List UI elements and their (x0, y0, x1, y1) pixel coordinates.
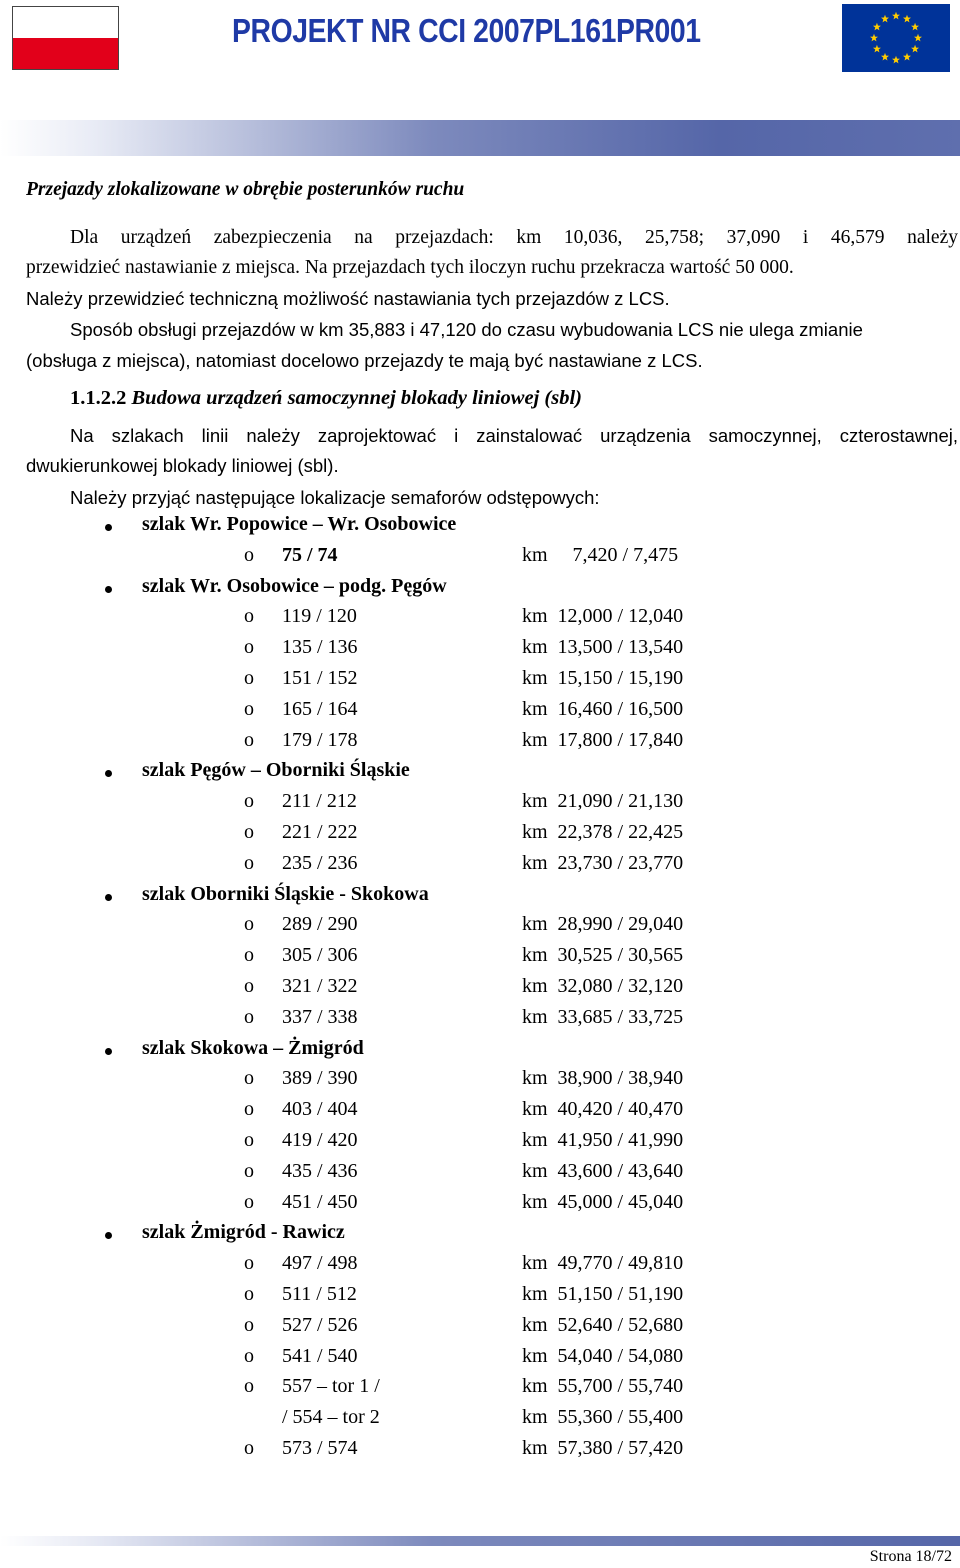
route-section-name: szlak Wr. Popowice – Wr. Osobowice (142, 513, 457, 535)
row-bullet: o (244, 1437, 254, 1459)
section-heading: Przejazdy zlokalizowane w obrębie posterunków ruchu (26, 179, 465, 200)
signal-km: km 51,150 / 51,190 (522, 1283, 684, 1305)
signal-row (244, 790, 764, 820)
signal-km: km 41,950 / 41,990 (522, 1129, 684, 1151)
signal-number: / 554 – tor 2 (282, 1406, 380, 1429)
signal-km: km 21,090 / 21,130 (522, 790, 684, 813)
signal-number: 451 / 450 (282, 1190, 358, 1213)
signal-row (244, 1191, 764, 1221)
signal-number: 321 / 322 (282, 975, 358, 997)
signal-km: km 33,685 / 33,725 (522, 1005, 684, 1028)
route-section-name: szlak Pęgów – Oborniki Śląskie (142, 759, 410, 782)
signal-number: 527 / 526 (282, 1313, 358, 1336)
signal-number: 541 / 540 (282, 1344, 358, 1367)
signal-number: 389 / 390 (282, 1067, 358, 1090)
signal-km: km 15,150 / 15,190 (522, 667, 684, 689)
signal-km: km 52,640 / 52,680 (522, 1313, 684, 1336)
signal-km: km 49,770 / 49,810 (522, 1252, 684, 1275)
signal-number: 289 / 290 (282, 913, 358, 936)
row-bullet: o (244, 975, 254, 997)
signal-number: 511 / 512 (282, 1283, 357, 1305)
paragraph-1-line-2: przewidzieć nastawianie z miejsca. Na przejazdach tych iloczyn ruchu przekracza wartość 50 000. (26, 257, 794, 278)
paragraph-1-line-3: Należy przewidzieć techniczną możliwość nastawiania tych przejazdów z LCS. (26, 288, 670, 309)
row-bullet: o (244, 913, 254, 936)
row-bullet: o (244, 1129, 254, 1151)
signal-number: 497 / 498 (282, 1252, 358, 1275)
signal-number: 305 / 306 (282, 944, 358, 967)
paragraph-3-line-2: dwukierunkowej blokady liniowej (sbl). (26, 455, 339, 476)
row-bullet: o (244, 1159, 254, 1182)
row-bullet: o (244, 605, 254, 628)
signal-number: 75 / 74 (282, 543, 338, 566)
row-bullet: o (244, 821, 254, 843)
signal-km: km 28,990 / 29,040 (522, 913, 684, 936)
polish-flag-icon (12, 6, 119, 70)
flag-red-stripe (13, 38, 118, 69)
signal-km: km 30,525 / 30,565 (522, 944, 684, 967)
row-bullet: o (244, 697, 254, 720)
signal-row (244, 1129, 764, 1159)
signal-km: km 55,360 / 55,400 (522, 1406, 684, 1429)
footer-divider-bar (0, 1536, 960, 1546)
signal-km: km 17,800 / 17,840 (522, 728, 684, 751)
signal-km: km 54,040 / 54,080 (522, 1344, 684, 1367)
row-bullet: o (244, 667, 254, 689)
paragraph-4: Należy przyjąć następujące lokalizacje semaforów odstępowych: (70, 487, 600, 508)
bullet-icon (105, 1232, 112, 1239)
signal-row (244, 1252, 764, 1282)
signal-row (244, 1345, 764, 1375)
signal-km: km 22,378 / 22,425 (522, 821, 684, 843)
row-bullet: o (244, 1190, 254, 1213)
route-section-name: szlak Żmigród - Rawicz (142, 1221, 345, 1244)
signal-row (244, 667, 764, 697)
paragraph-1-line-1: Dla urządzeń zabezpieczenia na przejazdach: km 10,036, 25,758; 37,090 i 46,579 należy (70, 227, 958, 248)
signal-number: 135 / 136 (282, 636, 358, 659)
signal-number: 337 / 338 (282, 1005, 358, 1028)
paragraph-3-line-1: Na szlakach linii należy zaprojektować i zainstalować urządzenia samoczynnej, czterostawnej, (70, 425, 958, 446)
row-bullet: o (244, 728, 254, 751)
signal-row (244, 1067, 764, 1097)
row-bullet: o (244, 1252, 254, 1275)
signal-km: km 12,000 / 12,040 (522, 605, 684, 628)
signal-number: 165 / 164 (282, 697, 358, 720)
signal-number: 151 / 152 (282, 667, 358, 689)
eu-flag-icon (842, 4, 950, 72)
signal-row (244, 821, 764, 851)
signal-km: km 16,460 / 16,500 (522, 697, 684, 720)
signal-row (244, 944, 764, 974)
signal-km: km 32,080 / 32,120 (522, 975, 684, 997)
row-bullet: o (244, 1098, 254, 1121)
signal-km: km 7,420 / 7,475 (522, 543, 679, 566)
signal-km: km 38,900 / 38,940 (522, 1067, 684, 1090)
signal-number: 119 / 120 (282, 605, 357, 628)
header-divider-bar (0, 120, 960, 156)
signal-row (244, 975, 764, 1005)
row-bullet: o (244, 1283, 254, 1305)
bullet-icon (105, 586, 112, 593)
signal-row (244, 1406, 764, 1436)
signal-row (244, 605, 764, 635)
signal-km: km 55,700 / 55,740 (522, 1375, 684, 1398)
signal-row (244, 729, 764, 759)
signal-km: km 45,000 / 45,040 (522, 1190, 684, 1213)
signal-row (244, 636, 764, 666)
signal-row (244, 544, 764, 574)
signal-km: km 13,500 / 13,540 (522, 636, 684, 659)
route-section-name: szlak Wr. Osobowice – podg. Pęgów (142, 574, 447, 597)
row-bullet: o (244, 1313, 254, 1336)
row-bullet: o (244, 790, 254, 813)
bullet-icon (105, 770, 112, 777)
bullet-icon (105, 1048, 112, 1055)
signal-row (244, 913, 764, 943)
signal-number: 211 / 212 (282, 790, 357, 813)
signal-km: km 57,380 / 57,420 (522, 1437, 684, 1459)
row-bullet: o (244, 944, 254, 967)
paragraph-2-line-1: Sposób obsługi przejazdów w km 35,883 i 47,120 do czasu wybudowania LCS nie ulega zmianie (70, 319, 863, 340)
signal-row (244, 1437, 764, 1467)
signal-row (244, 1098, 764, 1128)
row-bullet: o (244, 1344, 254, 1367)
signal-row (244, 698, 764, 728)
signal-row (244, 1314, 764, 1344)
signal-row (244, 1375, 764, 1405)
signal-row (244, 1006, 764, 1036)
signal-number: 221 / 222 (282, 821, 358, 843)
route-section-name: szlak Skokowa – Żmigród (142, 1036, 364, 1059)
row-bullet: o (244, 1005, 254, 1028)
signal-km: km 40,420 / 40,470 (522, 1098, 684, 1121)
signal-number: 435 / 436 (282, 1159, 358, 1182)
row-bullet: o (244, 1067, 254, 1090)
subsection-title (70, 383, 582, 413)
signal-row (244, 852, 764, 882)
route-section-name: szlak Oborniki Śląskie - Skokowa (142, 882, 429, 905)
row-bullet: o (244, 1375, 254, 1398)
row-bullet: o (244, 851, 254, 874)
signal-row (244, 1283, 764, 1313)
signal-number: 403 / 404 (282, 1098, 358, 1121)
page-title: PROJEKT NR CCI 2007PL161PR001 (232, 12, 701, 49)
signal-number: 573 / 574 (282, 1437, 358, 1459)
signal-km: km 23,730 / 23,770 (522, 851, 684, 874)
signal-number: 557 – tor 1 / (282, 1375, 380, 1398)
page-number: Strona 18/72 (869, 1548, 952, 1565)
paragraph-2-line-2: (obsługa z miejsca), natomiast docelowo przejazdy te mają być nastawiane z LCS. (26, 350, 703, 371)
subsection-name: Budowa urządzeń samoczynnej blokady liniowej (sbl) (131, 387, 582, 409)
signal-row (244, 1160, 764, 1190)
bullet-icon (105, 894, 112, 901)
signal-number: 419 / 420 (282, 1129, 358, 1151)
row-bullet: o (244, 543, 254, 566)
subsection-number: 1.1.2.2 (70, 387, 127, 409)
signal-number: 235 / 236 (282, 851, 358, 874)
bullet-icon (105, 524, 112, 531)
row-bullet: o (244, 636, 254, 659)
flag-white-stripe (13, 7, 118, 38)
signal-km: km 43,600 / 43,640 (522, 1159, 684, 1182)
signal-number: 179 / 178 (282, 728, 358, 751)
